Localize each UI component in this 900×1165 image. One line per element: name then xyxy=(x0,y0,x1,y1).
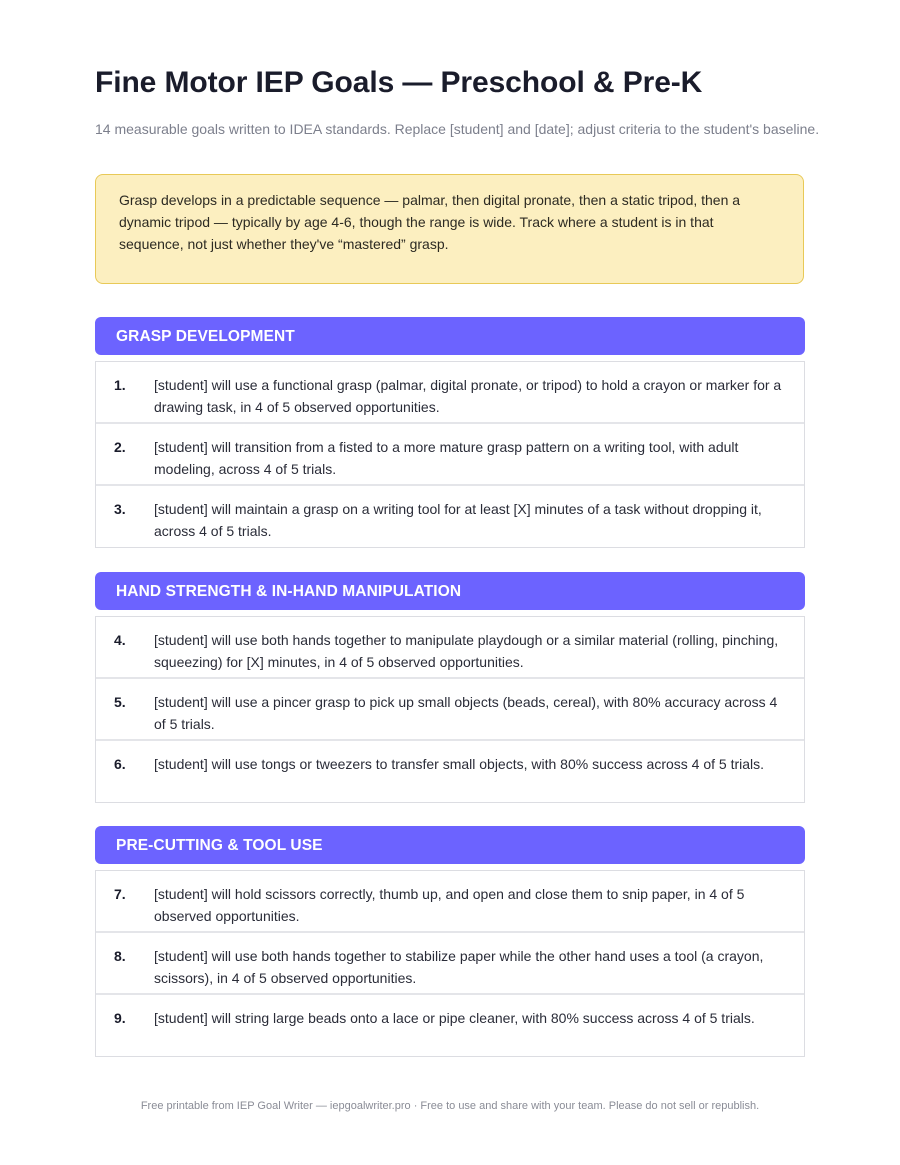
goal-text: [student] will use both hands together to stabilize paper while the other hand uses a tool (a crayon, scissors), in 4 of 5 observed opportunities. xyxy=(154,948,764,986)
goal-number: 8. xyxy=(114,948,126,964)
goal-text: [student] will hold scissors correctly, thumb up, and open and close them to snip paper, in 4 of 5 observed opportunities. xyxy=(154,886,745,924)
goal-list xyxy=(95,616,805,803)
goal-text: [student] will use tongs or tweezers to transfer small objects, with 80% success across 4 of 5 trials. xyxy=(154,756,765,772)
info-callout xyxy=(95,174,804,284)
goal-text: [student] will use a functional grasp (palmar, digital pronate, or tripod) to hold a crayon or marker for a drawing task, in 4 of 5 observed opportunities. xyxy=(154,377,782,415)
goal-item xyxy=(96,679,804,741)
section-heading: GRASP DEVELOPMENT xyxy=(95,317,805,355)
goal-text: [student] will use both hands together to manipulate playdough or a similar material (rolling, pinching, squeezing) for [X] minutes, in 4 of 5 observed opportunities. xyxy=(154,632,779,670)
goal-item xyxy=(96,424,804,486)
goal-item xyxy=(96,871,804,933)
goal-text: [student] will use a pincer grasp to pick up small objects (beads, cereal), with 80% accuracy across 4 of 5 trials. xyxy=(154,694,778,732)
callout-text: Grasp develops in a predictable sequence — palmar, then digital pronate, then a static tripod, then a dynamic tripod — typically by age 4-6, though the range is wide. Track where a student is in that sequence, not just whether they've “mastered” grasp. xyxy=(119,192,741,252)
goal-item xyxy=(96,933,804,995)
goal-item xyxy=(96,362,804,424)
section-grasp-development xyxy=(95,317,805,548)
goal-number: 9. xyxy=(114,1010,126,1026)
goal-item xyxy=(96,995,804,1057)
page-subtitle: 14 measurable goals written to IDEA standards. Replace [student] and [date]; adjust criteria to the student's baseline. xyxy=(95,121,820,137)
goal-text: [student] will string large beads onto a lace or pipe cleaner, with 80% success across 4 of 5 trials. xyxy=(154,1010,755,1026)
goal-number: 3. xyxy=(114,501,126,517)
goal-text: [student] will transition from a fisted to a more mature grasp pattern on a writing tool, with adult modeling, across 4 of 5 trials. xyxy=(154,439,739,477)
goal-list xyxy=(95,870,805,1057)
goal-number: 7. xyxy=(114,886,126,902)
goal-number: 6. xyxy=(114,756,126,772)
goal-number: 5. xyxy=(114,694,126,710)
section-pre-cutting xyxy=(95,826,805,1057)
section-heading: PRE-CUTTING & TOOL USE xyxy=(95,826,805,864)
page-footer: Free printable from IEP Goal Writer — iepgoalwriter.pro · Free to use and share with your team. Please do not sell or republish. xyxy=(140,1100,760,1112)
goal-text: [student] will maintain a grasp on a writing tool for at least [X] minutes of a task without dropping it, across 4 of 5 trials. xyxy=(154,501,762,539)
goal-number: 4. xyxy=(114,632,126,648)
page-title: Fine Motor IEP Goals — Preschool & Pre-K xyxy=(95,66,703,99)
goal-number: 1. xyxy=(114,377,126,393)
goal-item xyxy=(96,741,804,803)
section-heading: HAND STRENGTH & IN-HAND MANIPULATION xyxy=(95,572,805,610)
goal-number: 2. xyxy=(114,439,126,455)
section-hand-strength xyxy=(95,572,805,803)
goal-item xyxy=(96,486,804,548)
goal-item xyxy=(96,617,804,679)
goal-list xyxy=(95,361,805,548)
